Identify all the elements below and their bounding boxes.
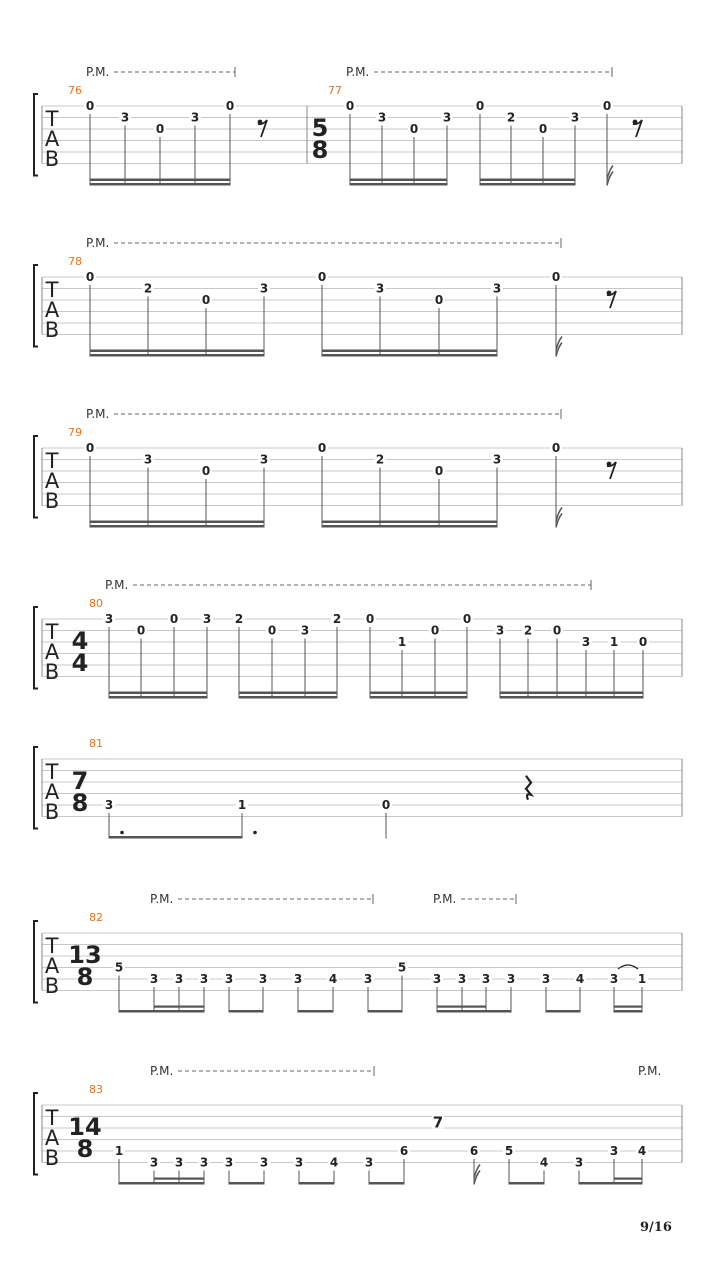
beam [480,183,575,186]
fret-number: 0 [345,99,355,113]
palm-mute-label: P.M. [86,236,110,250]
beam-secondary [322,521,497,524]
fret-number: 5 [504,1144,514,1158]
palm-mute-label: P.M. [346,65,370,79]
measure-number: 78 [68,255,82,268]
fret-number: 3 [375,281,385,296]
fret-number: 2 [234,612,244,626]
fret-number: 0 [201,464,211,478]
system-bracket [34,921,38,1003]
beam [109,696,207,699]
measure-number: 81 [89,737,103,750]
beam [239,696,337,699]
fret-number: 3 [224,972,234,986]
fret-number: 0 [434,293,444,307]
fret-number: 3 [149,1155,159,1170]
tab-clef-letter: A [44,954,60,978]
fret-number: 3 [492,452,502,467]
fret-number: 3 [442,110,452,125]
beam-secondary [154,1178,204,1180]
fret-number: 4 [575,972,585,986]
fret-number: 0 [538,122,548,136]
fret-number: 0 [155,122,165,136]
system-bracket [34,436,38,518]
fret-number: 4 [328,972,338,986]
palm-mute-label: P.M. [433,892,457,906]
beam [350,183,447,186]
page-number: 9/16 [640,1220,672,1235]
fret-number: 3 [609,1144,619,1158]
time-signature-bottom: 8 [311,136,329,164]
time-signature-bottom: 8 [76,1135,94,1163]
tab-clef-letter: A [44,298,60,322]
fret-number: 4 [539,1155,549,1170]
fret-number: 2 [375,452,385,467]
fret-number: 0 [434,464,444,478]
beam-secondary [614,1006,642,1008]
fret-number: 3 [190,110,200,125]
quarter-rest-icon [526,776,531,800]
fret-number: 0 [551,270,561,284]
fret-number: 1 [237,798,247,812]
fret-number: 0 [267,623,277,638]
beam [614,1010,642,1013]
fret-number: 4 [329,1155,339,1170]
fret-number: 6 [469,1144,479,1158]
tab-clef-letter: T [45,620,59,644]
time-signature-top: 5 [311,114,329,142]
beam [119,1182,204,1185]
time-signature-bottom: 8 [71,789,89,817]
fret-number: 5 [397,960,407,975]
fret-number: 0 [462,612,472,626]
fret-number: 0 [85,99,95,113]
tab-clef-letter: T [45,278,59,302]
fret-number: 3 [495,623,505,638]
tab-clef-letter: T [45,107,59,131]
beam [370,696,467,699]
fret-number: 3 [457,972,467,986]
system-bracket [34,607,38,689]
fret-number: 3 [224,1155,234,1170]
fret-number: 0 [317,270,327,284]
fret-number: 0 [225,99,235,113]
measure-number: 82 [89,911,103,924]
measure-number: 77 [328,84,342,97]
fret-number: 3 [149,972,159,986]
beam-secondary [480,179,575,182]
beam [90,183,230,186]
fret-number: 1 [114,1144,124,1158]
fret-number: 0 [201,293,211,307]
tab-clef-letter: T [45,760,59,784]
fret-number: 0 [475,99,485,113]
tab-clef-letter: T [45,449,59,473]
beam [500,696,643,699]
fret-number: 0 [602,99,612,113]
fret-number: 3 [104,798,114,812]
tab-clef-letter: B [44,1146,60,1170]
fret-number: 3 [259,1155,269,1170]
fret-number: 0 [365,612,375,626]
beam [322,525,497,528]
tab-clef-letter: T [45,934,59,958]
beam-secondary [614,1178,642,1180]
fret-number: 3 [293,972,303,986]
time-signature-top: 7 [71,767,89,795]
palm-mute-label: P.M. [105,578,129,592]
beam [229,1182,264,1185]
fret-number: 3 [581,635,591,649]
measure-number: 76 [68,84,82,97]
fret-number: 3 [199,972,209,986]
fret-number: 3 [363,972,373,986]
measure-number: 80 [89,597,103,610]
fret-number: 0 [85,270,95,284]
system-bracket [34,94,38,176]
fret-number: 2 [332,612,342,626]
fret-number: 0 [85,441,95,455]
beam-secondary [90,350,264,353]
fret-number: 1 [637,972,647,986]
fret-number: 3 [143,452,153,467]
fret-number: 1 [609,635,619,649]
fret-number: 3 [120,110,130,125]
time-signature-top: 13 [68,941,102,969]
fret-number: 6 [399,1144,409,1158]
fret-number: 3 [570,110,580,125]
tab-clef-letter: B [44,660,60,684]
fret-number: 3 [541,972,551,986]
beam [368,1010,402,1013]
beam-secondary [109,692,207,695]
system-bracket [34,747,38,829]
fret-number: 0 [409,122,419,136]
beam-secondary [500,692,643,695]
beam-secondary [437,1006,486,1008]
beam [229,1010,263,1013]
augmentation-dot [253,831,257,835]
fret-number: 0 [169,612,179,626]
fret-number: 3 [300,623,310,638]
fret-number: 0 [381,798,391,812]
beam [90,354,264,357]
beam [119,1010,204,1013]
fret-number: 2 [143,281,153,296]
palm-mute-label: P.M. [86,65,110,79]
beam [546,1010,580,1013]
tab-clef-letter: A [44,1126,60,1150]
fret-number: 3 [259,452,269,467]
fret-number: 3 [104,612,114,626]
fret-number: 0 [551,441,561,455]
fret-number: 3 [506,972,516,986]
beam-secondary [154,1006,204,1008]
beam [437,1010,511,1013]
beam [579,1182,642,1185]
beam-secondary [350,179,447,182]
palm-mute-label: P.M. [150,892,174,906]
fret-number: 0 [638,635,648,649]
fret-number: 2 [506,110,516,125]
beam [109,836,242,839]
fret-number: 3 [174,1155,184,1170]
system-bracket [34,1093,38,1175]
fret-number: 1 [397,635,407,649]
tab-clef-letter: A [44,127,60,151]
time-signature-top: 14 [68,1113,102,1141]
palm-mute-label: P.M. [150,1064,174,1078]
fret-number: 0 [430,623,440,638]
tab-clef-letter: B [44,800,60,824]
beam [299,1182,334,1185]
tab-clef-letter: A [44,780,60,804]
beam-secondary [90,179,230,182]
time-signature-bottom: 8 [76,963,94,991]
system-bracket [34,265,38,347]
tab-clef-letter: T [45,1106,59,1130]
fret-number: 3 [377,110,387,125]
fret-number: 3 [258,972,268,986]
augmentation-dot [120,831,124,835]
time-signature-bottom: 4 [71,649,89,677]
beam [90,525,264,528]
fret-number: 3 [609,972,619,986]
measure-number: 79 [68,426,82,439]
fret-number: 2 [523,623,533,638]
fret-number: 0 [552,623,562,638]
fret-number: 3 [492,281,502,296]
tab-clef-letter: B [44,147,60,171]
tab-clef-letter: B [44,489,60,513]
fret-number: 3 [364,1155,374,1170]
fret-number: 5 [114,960,124,975]
tab-clef-letter: B [44,974,60,998]
fret-number: 0 [136,623,146,638]
beam [298,1010,333,1013]
fret-number: 3 [259,281,269,296]
fret-number: 3 [294,1155,304,1170]
measure-number: 83 [89,1083,103,1096]
inline-eighth-rest: 7 [432,1113,444,1132]
beam-secondary [370,692,467,695]
tab-clef-letter: A [44,469,60,493]
beam [322,354,497,357]
tab-clef-letter: B [44,318,60,342]
palm-mute-label: P.M. [86,407,110,421]
fret-number: 3 [202,612,212,626]
beam-secondary [239,692,337,695]
fret-number: 4 [637,1144,647,1158]
time-signature-top: 4 [71,627,89,655]
beam [369,1182,404,1185]
beam-secondary [90,521,264,524]
fret-number: 3 [432,972,442,986]
fret-number: 0 [317,441,327,455]
palm-mute-label: P.M. [638,1064,662,1078]
fret-number: 3 [199,1155,209,1170]
fret-number: 3 [574,1155,584,1170]
fret-number: 3 [174,972,184,986]
tab-clef-letter: A [44,640,60,664]
beam [509,1182,544,1185]
beam-secondary [322,350,497,353]
fret-number: 3 [481,972,491,986]
